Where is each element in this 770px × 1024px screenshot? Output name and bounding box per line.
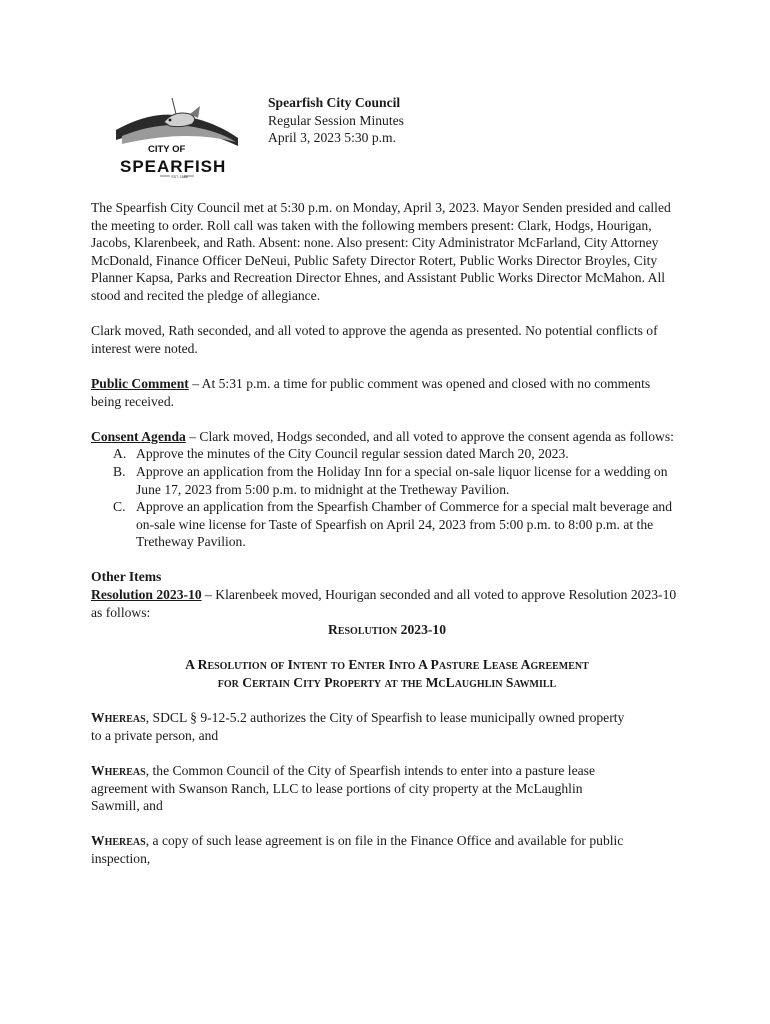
list-item-text: Approve the minutes of the City Council regular session dated March 20, 2023. bbox=[136, 446, 569, 462]
list-item bbox=[91, 498, 683, 551]
city-logo bbox=[112, 96, 242, 182]
whereas-text: , SDCL § 9-12-5.2 authorizes the City of Spearfish to lease municipally owned property to a private person, and bbox=[91, 710, 625, 743]
whereas-clause-2 bbox=[91, 762, 631, 815]
meeting-date: April 3, 2023 5:30 p.m. bbox=[268, 130, 397, 146]
minutes-body bbox=[91, 199, 683, 885]
whereas-word: Whereas bbox=[91, 833, 146, 849]
resolution-heading-line2: for Certain City Property at the McLaughlin Sawmill bbox=[217, 675, 557, 691]
public-comment-text: – At 5:31 p.m. a time for public comment was opened and closed with no comments being received. bbox=[91, 375, 651, 409]
logo-line2: SPEARFISH bbox=[120, 157, 227, 176]
consent-agenda-text: – Clark moved, Hodgs seconded, and all voted to approve the consent agenda as follows: bbox=[185, 428, 674, 444]
public-comment-label: Public Comment bbox=[91, 375, 189, 391]
council-name: Spearfish City Council bbox=[268, 95, 401, 110]
whereas-text: , a copy of such lease agreement is on file in the Finance Office and available for public inspection, bbox=[91, 833, 624, 866]
logo-tag: EST. 1888 bbox=[171, 175, 188, 179]
consent-agenda-label: Consent Agenda bbox=[91, 428, 186, 444]
list-marker: C. bbox=[113, 499, 126, 515]
whereas-text: , the Common Council of the City of Spearfish intends to enter into a pasture lease agreement with Swanson Ranch, LLC to lease portions of city property at the McLaughlin Sawmill, and bbox=[91, 763, 595, 814]
other-items-title: Other Items bbox=[91, 569, 162, 585]
list-item bbox=[91, 445, 683, 463]
list-marker: A. bbox=[113, 446, 127, 462]
whereas-word: Whereas bbox=[91, 710, 146, 726]
resolution-heading bbox=[91, 656, 683, 691]
agenda-paragraph: Clark moved, Rath seconded, and all voted to approve the agenda as presented. No potential conflicts of interest were noted. bbox=[91, 323, 658, 356]
resolution-heading-line1: A Resolution of Intent to Enter Into A Pasture Lease Agreement bbox=[185, 657, 589, 673]
consent-list bbox=[91, 445, 683, 551]
leaping-fish-logo-icon bbox=[112, 96, 242, 182]
logo-line1: CITY OF bbox=[148, 144, 186, 155]
consent-agenda-section bbox=[91, 428, 683, 551]
consent-agenda-paragraph bbox=[91, 428, 683, 446]
list-marker: B. bbox=[113, 463, 126, 479]
resolution-title: Resolution 2023-10 bbox=[328, 622, 446, 638]
whereas-clause-1 bbox=[91, 709, 631, 744]
resolution-label: Resolution 2023-10 bbox=[91, 587, 202, 603]
intro-paragraph: The Spearfish City Council met at 5:30 p.m. on Monday, April 3, 2023. Mayor Senden presided and called the meeting to order. Roll call was taken with the following members present: Clark, Hodgs, Hourigan, Jacobs, Klarenbeek, and Rath. Absent: none. Also present: City Administrator McFarland, City Attorney McDonald, Finance Officer DeNeui, Public Safety Director Rotert, Public Works Director Broyles, City Planner Kapsa, Parks and Recreation Director Ehnes, and Assistant Public Works Director McMahon. All stood and recited the pledge of allegiance. bbox=[91, 200, 671, 303]
document-header bbox=[268, 94, 688, 147]
public-comment-paragraph bbox=[91, 375, 683, 410]
whereas-word: Whereas bbox=[91, 763, 146, 778]
resolution-motion-paragraph bbox=[91, 586, 683, 621]
list-item-text: Approve an application from the Holiday Inn for a special on-sale liquor license for a wedding on June 17, 2023 from 5:00 p.m. to midnight at the Tretheway Pavilion. bbox=[136, 463, 668, 497]
list-item-text: Approve an application from the Spearfish Chamber of Commerce for a special malt beverage and on-sale wine license for Taste of Spearfish on April 24, 2023 from 5:00 p.m. to 8:00 p.m. at the Tretheway Pavilion. bbox=[136, 499, 672, 550]
resolution-motion-text: – Klarenbeek moved, Hourigan seconded and all voted to approve Resolution 2023-10 as follows: bbox=[91, 587, 677, 620]
session-type: Regular Session Minutes bbox=[268, 112, 404, 128]
list-item bbox=[91, 463, 683, 498]
whereas-clause-3 bbox=[91, 832, 631, 867]
